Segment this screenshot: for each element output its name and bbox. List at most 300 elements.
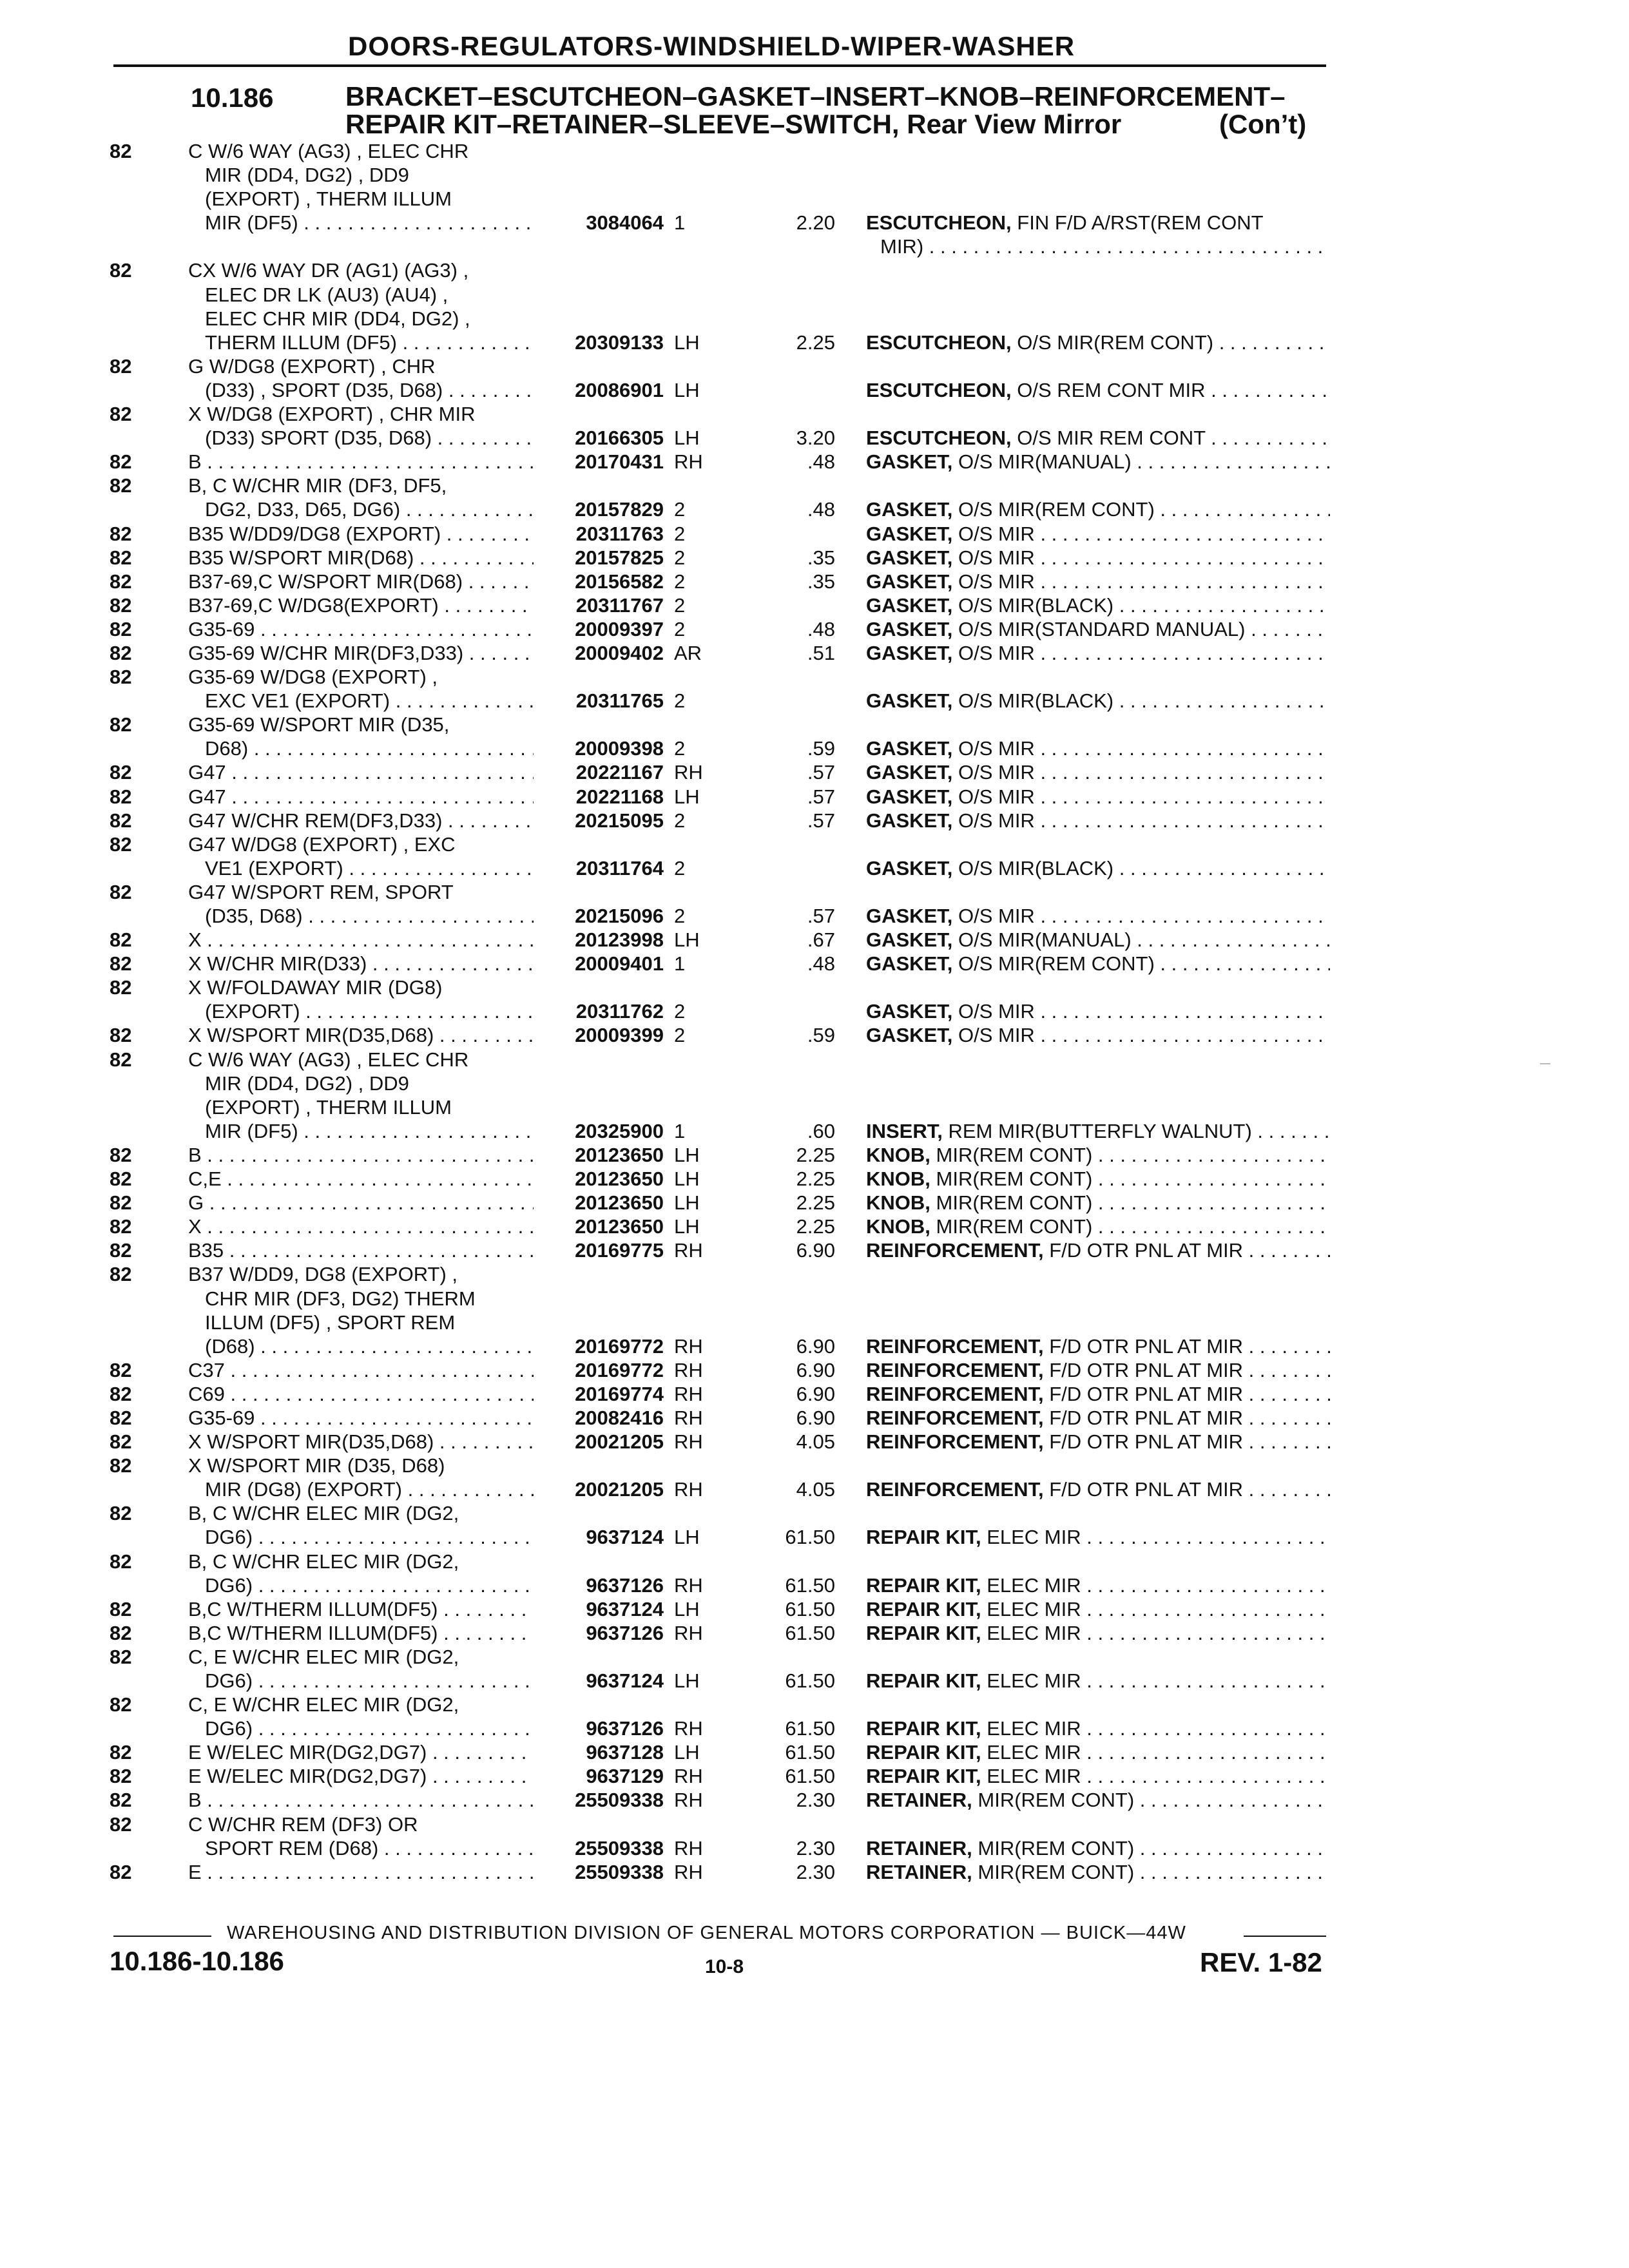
quantity: 2 <box>674 737 686 760</box>
table-row <box>0 1501 1629 1525</box>
part-name: GASKET, <box>866 737 953 760</box>
description <box>866 497 1330 521</box>
table-row <box>0 307 1629 331</box>
application: B35 W/DD9/DG8 (EXPORT) . . . <box>188 522 534 546</box>
application: G35-69 . . . <box>188 1406 534 1430</box>
table-row <box>0 1621 1629 1645</box>
quantity: RH <box>674 761 703 784</box>
part-name: ESCUTCHEON, <box>866 331 1012 354</box>
model-year: 82 <box>110 1239 132 1262</box>
part-detail: F/D OTR PNL AT MIR <box>1049 1239 1244 1262</box>
price: .57 <box>807 905 835 927</box>
description <box>866 1597 1330 1621</box>
part-name: GASKET, <box>866 1024 953 1047</box>
part-number: 20311762 <box>575 1000 664 1023</box>
application: ELEC CHR MIR (DD4, DG2) , <box>205 307 470 330</box>
part-name: GASKET, <box>866 689 953 713</box>
application: SPORT REM (D68) . . . <box>205 1836 534 1860</box>
table-row <box>0 760 1629 784</box>
quantity: 2 <box>674 546 686 569</box>
part-number: 20123650 <box>575 1168 664 1191</box>
part-name: REPAIR KIT, <box>866 1717 981 1740</box>
description <box>866 546 1330 570</box>
section-title-line2: REPAIR KIT–RETAINER–SLEEVE–SWITCH, Rear View Mirror <box>345 109 1122 139</box>
model-year: 82 <box>110 1860 132 1883</box>
application: DG6) . . . <box>205 1669 534 1693</box>
description <box>866 522 1330 546</box>
application: B37 W/DD9, DG8 (EXPORT) , <box>188 1263 458 1286</box>
part-detail: REM MIR(BUTTERFLY WALNUT) <box>948 1119 1252 1142</box>
part-number: 20156582 <box>575 570 664 593</box>
quantity: LH <box>674 785 700 808</box>
model-year: 82 <box>110 1143 132 1166</box>
application: CHR MIR (DF3, DG2) THERM <box>205 1287 476 1310</box>
part-number: 20311765 <box>575 689 664 713</box>
description <box>866 689 1330 713</box>
application: C, E W/CHR ELEC MIR (DG2, <box>188 1693 459 1716</box>
table-row <box>0 1836 1629 1860</box>
table-row <box>0 1095 1629 1119</box>
part-name: INSERT, <box>866 1119 943 1142</box>
description <box>866 760 1330 784</box>
application: X W/DG8 (EXPORT) , CHR MIR <box>188 403 476 426</box>
price: 4.05 <box>796 1430 835 1454</box>
description <box>866 999 1330 1023</box>
table-row <box>0 1238 1629 1262</box>
quantity: 2 <box>674 522 686 545</box>
part-name: GASKET, <box>866 570 953 593</box>
part-number: 20309133 <box>575 331 664 354</box>
part-number: 20169774 <box>575 1382 664 1405</box>
application: MIR (DD4, DG2) , DD9 <box>205 1072 409 1095</box>
part-name: REPAIR KIT, <box>866 1765 981 1788</box>
description <box>866 426 1330 450</box>
quantity: LH <box>674 1143 700 1166</box>
table-row <box>0 904 1629 928</box>
model-year: 82 <box>110 1454 132 1477</box>
application: G . . . <box>188 1191 534 1215</box>
part-number: 20009401 <box>575 952 664 975</box>
table-row <box>0 1740 1629 1764</box>
table-row <box>0 1072 1629 1095</box>
model-year: 82 <box>110 403 132 426</box>
price: .48 <box>807 617 835 640</box>
quantity: LH <box>674 1191 700 1215</box>
part-number: 9637126 <box>586 1573 664 1597</box>
part-name: KNOB, <box>866 1191 930 1215</box>
model-year: 82 <box>110 1597 132 1620</box>
part-detail: O/S MIR(BLACK) <box>958 856 1114 879</box>
part-detail: F/D OTR PNL AT MIR <box>1049 1382 1244 1405</box>
application: (EXPORT) , THERM ILLUM <box>205 187 452 211</box>
table-row <box>0 1048 1629 1072</box>
price: .67 <box>807 928 835 952</box>
section-continued: (Con’t) <box>1219 109 1307 139</box>
table-row <box>0 1669 1629 1693</box>
footer-page-number: 10-8 <box>705 1956 744 1977</box>
description <box>866 1406 1330 1430</box>
part-detail: MIR(REM CONT) <box>978 1789 1135 1812</box>
description <box>866 856 1330 880</box>
part-detail: O/S MIR(REM CONT) <box>1017 331 1214 354</box>
application: ELEC DR LK (AU3) (AU4) , <box>205 283 448 306</box>
table-row <box>0 1430 1629 1454</box>
part-detail: O/S MIR <box>958 737 1035 760</box>
section-number: 10.186 <box>191 82 274 113</box>
table-row <box>0 1358 1629 1382</box>
model-year: 82 <box>110 641 132 664</box>
part-number: 9637124 <box>586 1526 664 1549</box>
application: B . . . <box>188 1143 534 1167</box>
part-name: REINFORCEMENT, <box>866 1334 1044 1358</box>
price: .57 <box>807 761 835 784</box>
part-detail: ELEC MIR <box>987 1717 1081 1740</box>
table-row <box>0 1812 1629 1836</box>
description <box>866 1382 1330 1406</box>
part-number: 20009402 <box>575 641 664 664</box>
price: .35 <box>807 546 835 569</box>
price: .51 <box>807 641 835 664</box>
part-name: REINFORCEMENT, <box>866 1478 1044 1501</box>
price: 61.50 <box>785 1765 835 1788</box>
price: 3.20 <box>796 427 835 450</box>
part-number: 9637124 <box>586 1669 664 1692</box>
application: C69 . . . <box>188 1382 534 1406</box>
application: G35-69 W/SPORT MIR (D35, <box>188 713 450 736</box>
model-year: 82 <box>110 450 132 474</box>
part-detail: ELEC MIR <box>987 1741 1081 1764</box>
table-row <box>0 665 1629 689</box>
part-number: 20123650 <box>575 1215 664 1238</box>
table-row <box>0 235 1629 258</box>
description <box>866 1716 1330 1740</box>
part-name: RETAINER, <box>866 1836 972 1860</box>
model-year: 82 <box>110 952 132 975</box>
part-name: GASKET, <box>866 856 953 879</box>
part-number: 20169772 <box>575 1334 664 1358</box>
application: B37-69,C W/SPORT MIR(D68) . . . <box>188 570 534 593</box>
table-row <box>0 163 1629 187</box>
table-row <box>0 1693 1629 1716</box>
application: X W/SPORT MIR(D35,D68) . . . <box>188 1023 534 1047</box>
application: E W/ELEC MIR(DG2,DG7) . . . <box>188 1740 534 1764</box>
description <box>866 570 1330 593</box>
quantity: RH <box>674 1836 703 1860</box>
group-title: DOORS-REGULATORS-WINDSHIELD-WIPER-WASHER <box>348 31 1075 61</box>
part-name: REPAIR KIT, <box>866 1741 981 1764</box>
part-number: 20311764 <box>575 856 664 879</box>
part-number: 20123998 <box>575 928 664 952</box>
quantity: RH <box>674 1334 703 1358</box>
part-name: REINFORCEMENT, <box>866 1382 1044 1405</box>
part-number: 20157825 <box>575 546 664 569</box>
part-number: 20009397 <box>575 617 664 640</box>
table-row <box>0 1645 1629 1669</box>
part-detail: F/D OTR PNL AT MIR <box>1049 1358 1244 1381</box>
part-detail: O/S MIR(MANUAL) <box>958 450 1132 474</box>
model-year: 82 <box>110 1789 132 1812</box>
description <box>866 928 1330 952</box>
price: .48 <box>807 450 835 474</box>
description <box>866 785 1330 809</box>
table-row <box>0 474 1629 497</box>
application: B . . . <box>188 450 534 474</box>
price: .59 <box>807 737 835 760</box>
table-row <box>0 283 1629 307</box>
table-row <box>0 187 1629 211</box>
price: .35 <box>807 570 835 593</box>
part-detail: O/S MIR <box>958 1024 1035 1047</box>
part-number: 20123650 <box>575 1143 664 1166</box>
part-number: 20311767 <box>575 593 664 617</box>
part-detail: ELEC MIR <box>987 1765 1081 1788</box>
model-year: 82 <box>110 785 132 808</box>
quantity: RH <box>674 1358 703 1381</box>
application: D68) . . . <box>205 736 534 760</box>
part-detail: O/S MIR <box>958 641 1035 664</box>
part-number: 20166305 <box>575 427 664 450</box>
table-row <box>0 785 1629 809</box>
price: .57 <box>807 809 835 832</box>
part-detail: MIR(REM CONT) <box>978 1836 1135 1860</box>
model-year: 82 <box>110 617 132 640</box>
part-detail: ELEC MIR <box>987 1621 1081 1644</box>
model-year: 82 <box>110 880 132 903</box>
part-number: 20009399 <box>575 1024 664 1047</box>
application: G47 W/DG8 (EXPORT) , EXC <box>188 832 456 856</box>
table-row <box>0 450 1629 474</box>
application: B35 . . . <box>188 1238 534 1262</box>
description <box>866 1836 1330 1860</box>
description <box>866 1860 1330 1884</box>
quantity: LH <box>674 378 700 401</box>
part-name: REPAIR KIT, <box>866 1597 981 1620</box>
model-year: 82 <box>110 140 132 162</box>
price: 6.90 <box>796 1334 835 1358</box>
price: 6.90 <box>796 1358 835 1381</box>
model-year: 82 <box>110 976 132 999</box>
part-number: 20169775 <box>575 1239 664 1262</box>
table-row <box>0 593 1629 617</box>
table-row <box>0 1454 1629 1477</box>
part-detail: O/S MIR <box>958 522 1035 545</box>
application: X W/FOLDAWAY MIR (DG8) <box>188 976 443 999</box>
table-row <box>0 1143 1629 1167</box>
table-row <box>0 258 1629 282</box>
table-row <box>0 1550 1629 1573</box>
description <box>866 1573 1330 1597</box>
part-number: 20082416 <box>575 1406 664 1429</box>
table-row <box>0 1525 1629 1549</box>
model-year: 82 <box>110 1550 132 1573</box>
price: 2.30 <box>796 1860 835 1883</box>
description <box>866 1119 1330 1143</box>
table-row <box>0 570 1629 593</box>
application: ILLUM (DF5) , SPORT REM <box>205 1311 456 1334</box>
part-number: 20169772 <box>575 1358 664 1381</box>
part-detail: O/S MIR <box>958 546 1035 569</box>
table-row <box>0 832 1629 856</box>
description <box>866 1215 1330 1238</box>
application: B . . . <box>188 1788 534 1812</box>
quantity: 2 <box>674 689 686 713</box>
price: .48 <box>807 952 835 975</box>
table-row <box>0 211 1629 235</box>
part-number: 20157829 <box>575 498 664 521</box>
table-row <box>0 1788 1629 1812</box>
application: G35-69 . . . <box>188 617 534 641</box>
footer-division: WAREHOUSING AND DISTRIBUTION DIVISION OF GENERAL MOTORS CORPORATION — BUICK—44W <box>227 1923 1186 1943</box>
application: MIR (DG8) (EXPORT) . . . <box>205 1477 534 1501</box>
description <box>866 952 1330 975</box>
part-number: 9637129 <box>586 1765 664 1788</box>
price: 2.20 <box>796 211 835 235</box>
model-year: 82 <box>110 1693 132 1716</box>
model-year: 82 <box>110 713 132 736</box>
quantity: RH <box>674 1765 703 1788</box>
price: .48 <box>807 498 835 521</box>
table-row <box>0 999 1629 1023</box>
price: 61.50 <box>785 1621 835 1644</box>
part-detail: ELEC MIR <box>987 1669 1081 1692</box>
quantity: LH <box>674 928 700 952</box>
application: B, C W/CHR ELEC MIR (DG2, <box>188 1550 459 1573</box>
description <box>866 1334 1330 1358</box>
part-detail: O/S MIR <box>958 785 1035 808</box>
table-row <box>0 641 1629 665</box>
part-number: 3084064 <box>586 211 664 235</box>
part-detail: F/D OTR PNL AT MIR <box>1049 1478 1244 1501</box>
price: 4.05 <box>796 1478 835 1501</box>
model-year: 82 <box>110 1812 132 1836</box>
table-row <box>0 1311 1629 1334</box>
model-year: 82 <box>110 1765 132 1788</box>
part-name: GASKET, <box>866 928 953 952</box>
model-year: 82 <box>110 1741 132 1764</box>
price: 2.25 <box>796 1168 835 1191</box>
table-row <box>0 1215 1629 1238</box>
application: X W/SPORT MIR (D35, D68) <box>188 1454 445 1477</box>
part-number: 20021205 <box>575 1430 664 1454</box>
part-name: GASKET, <box>866 809 953 832</box>
price: 2.30 <box>796 1836 835 1860</box>
part-name: REINFORCEMENT, <box>866 1430 1044 1454</box>
part-detail: MIR(REM CONT) <box>936 1215 1093 1238</box>
part-number: 20215095 <box>575 809 664 832</box>
model-year: 82 <box>110 1621 132 1644</box>
part-number: 9637128 <box>586 1741 664 1764</box>
table-row <box>0 402 1629 426</box>
application: G35-69 W/DG8 (EXPORT) , <box>188 666 438 689</box>
quantity: LH <box>674 1741 700 1764</box>
price: .57 <box>807 785 835 808</box>
table-row <box>0 1764 1629 1788</box>
application: CX W/6 WAY DR (AG1) (AG3) , <box>188 259 469 282</box>
application: G47 . . . <box>188 785 534 809</box>
footer-rule-left <box>113 1936 211 1937</box>
part-name: GASKET, <box>866 546 953 569</box>
quantity: RH <box>674 1430 703 1454</box>
application: DG6) . . . <box>205 1716 534 1740</box>
table-row <box>0 522 1629 546</box>
part-number: 20123650 <box>575 1191 664 1215</box>
part-name: REPAIR KIT, <box>866 1526 981 1549</box>
quantity: 1 <box>674 1119 686 1142</box>
description <box>866 331 1330 354</box>
part-detail: ELEC MIR <box>987 1597 1081 1620</box>
part-detail: MIR(REM CONT) <box>936 1168 1093 1191</box>
footer-rule-right <box>1244 1936 1326 1937</box>
quantity: RH <box>674 1717 703 1740</box>
description <box>866 809 1330 832</box>
description <box>866 1430 1330 1454</box>
section-title <box>345 81 1307 139</box>
application: C37 . . . <box>188 1358 534 1382</box>
price: 6.90 <box>796 1382 835 1405</box>
section-title-line1: BRACKET–ESCUTCHEON–GASKET–INSERT–KNOB–REINFORCEMENT– <box>345 81 1286 111</box>
application: DG6) . . . <box>205 1525 534 1549</box>
model-year: 82 <box>110 1430 132 1454</box>
quantity: LH <box>674 1215 700 1238</box>
part-name: GASKET, <box>866 498 953 521</box>
table-row <box>0 1119 1629 1143</box>
description <box>866 1477 1330 1501</box>
table-row <box>0 1477 1629 1501</box>
quantity: LH <box>674 427 700 450</box>
part-name: KNOB, <box>866 1143 930 1166</box>
part-name: GASKET, <box>866 593 953 617</box>
table-row <box>0 426 1629 450</box>
application: G47 W/CHR REM(DF3,D33) . . . <box>188 809 534 832</box>
quantity: 2 <box>674 809 686 832</box>
application: MIR (DF5) . . . <box>205 211 534 235</box>
model-year: 82 <box>110 1406 132 1429</box>
model-year: 82 <box>110 593 132 617</box>
table-row <box>0 354 1629 378</box>
price: 61.50 <box>785 1573 835 1597</box>
part-number: 20086901 <box>575 378 664 401</box>
application: G35-69 W/CHR MIR(DF3,D33) . . . <box>188 641 534 665</box>
application: (EXPORT) . . . <box>205 999 534 1023</box>
part-detail: O/S MIR <box>958 570 1035 593</box>
application: C W/CHR REM (DF3) OR <box>188 1812 418 1836</box>
model-year: 82 <box>110 570 132 593</box>
application: G47 W/SPORT REM, SPORT <box>188 880 454 903</box>
application: VE1 (EXPORT) . . . <box>205 856 534 880</box>
description <box>866 1167 1330 1191</box>
application: X . . . <box>188 1215 534 1238</box>
price: 2.25 <box>796 1215 835 1238</box>
quantity: 2 <box>674 617 686 640</box>
part-number: 20221168 <box>575 785 664 808</box>
table-row <box>0 1167 1629 1191</box>
application: C W/6 WAY (AG3) , ELEC CHR <box>188 1048 469 1071</box>
quantity: RH <box>674 450 703 474</box>
part-detail: O/S MIR <box>958 905 1035 927</box>
model-year: 82 <box>110 1502 132 1525</box>
application: C,E . . . <box>188 1167 534 1191</box>
application: X . . . <box>188 928 534 952</box>
price: 61.50 <box>785 1669 835 1692</box>
table-row <box>0 928 1629 952</box>
quantity: RH <box>674 1621 703 1644</box>
part-name: ESCUTCHEON, <box>866 211 1012 235</box>
part-name: KNOB, <box>866 1168 930 1191</box>
application: B, C W/CHR MIR (DF3, DF5, <box>188 474 447 497</box>
quantity: 2 <box>674 1000 686 1023</box>
quantity: 2 <box>674 570 686 593</box>
table-row <box>0 856 1629 880</box>
